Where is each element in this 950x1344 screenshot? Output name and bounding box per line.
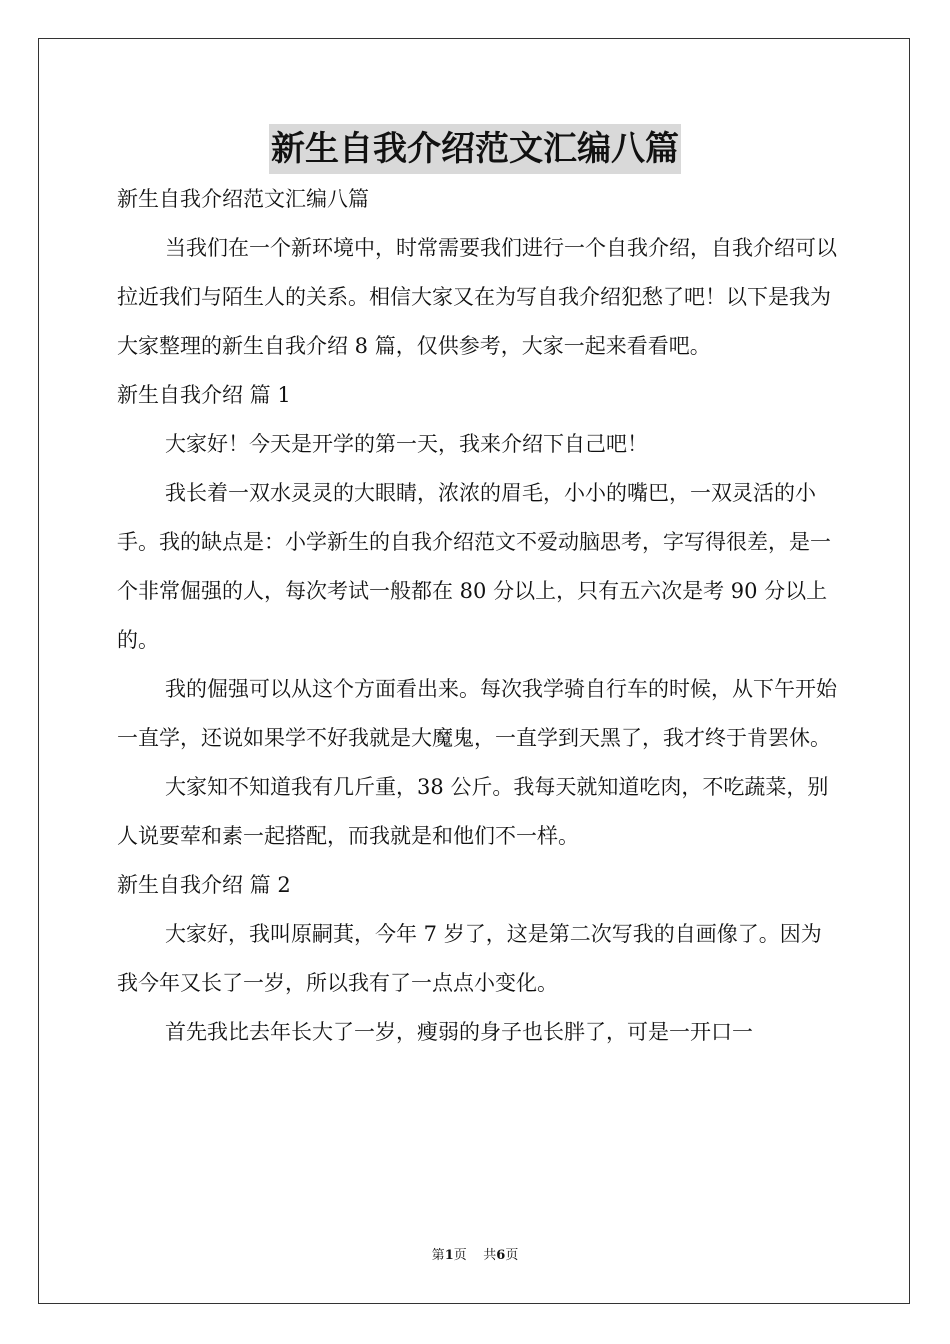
- section-heading-1: 新生自我介绍 篇 1: [117, 383, 291, 407]
- paragraph: 首先我比去年长大了一岁，瘦弱的身子也长胖了，可是一开口一: [165, 1020, 753, 1044]
- page-suffix: 页: [505, 1248, 519, 1263]
- paragraph: 我长着一双水灵灵的大眼睛，浓浓的眉毛，小小的嘴巴，一双灵活的小手。我的缺点是：小学新生的自我介绍范文不爱动脑思考，字写得很差，是一个非常倔强的人，每次考试一般都在 80 分以上，只有五六次是考 90 分以上的。: [117, 481, 831, 652]
- paragraph: 大家好！今天是开学的第一天，我来介绍下自己吧！: [165, 432, 648, 456]
- document-body: [117, 175, 837, 1057]
- total-page-number: 6: [496, 1248, 506, 1263]
- paragraph: 大家好，我叫原嗣萁，今年 7 岁了，这是第二次写我的自画像了。因为我今年又长了一岁，所以我有了一点点小变化。: [117, 922, 822, 995]
- section-heading-2: 新生自我介绍 篇 2: [117, 873, 291, 897]
- paragraph: 大家知不知道我有几斤重，38 公斤。我每天就知道吃肉，不吃蔬菜，别人说要荤和素一起搭配，而我就是和他们不一样。: [117, 775, 829, 848]
- document-title: 新生自我介绍范文汇编八篇: [269, 124, 681, 174]
- page-prefix: 第: [431, 1248, 445, 1263]
- paragraph: 当我们在一个新环境中，时常需要我们进行一个自我介绍，自我介绍可以拉近我们与陌生人的关系。相信大家又在为写自我介绍犯愁了吧！以下是我为大家整理的新生自我介绍 8 篇，仅供参考，大家一起来看看吧。: [117, 236, 837, 358]
- current-page-number: 1: [444, 1248, 454, 1263]
- page-footer: [0, 1247, 950, 1265]
- paragraph: 我的倔强可以从这个方面看出来。每次我学骑自行车的时候，从下午开始一直学，还说如果学不好我就是大魔鬼，一直学到天黑了，我才终于肯罢休。: [117, 677, 837, 750]
- paragraph-heading: 新生自我介绍范文汇编八篇: [117, 187, 369, 211]
- title-area: [0, 124, 950, 174]
- page-mid: 页 共: [453, 1248, 497, 1263]
